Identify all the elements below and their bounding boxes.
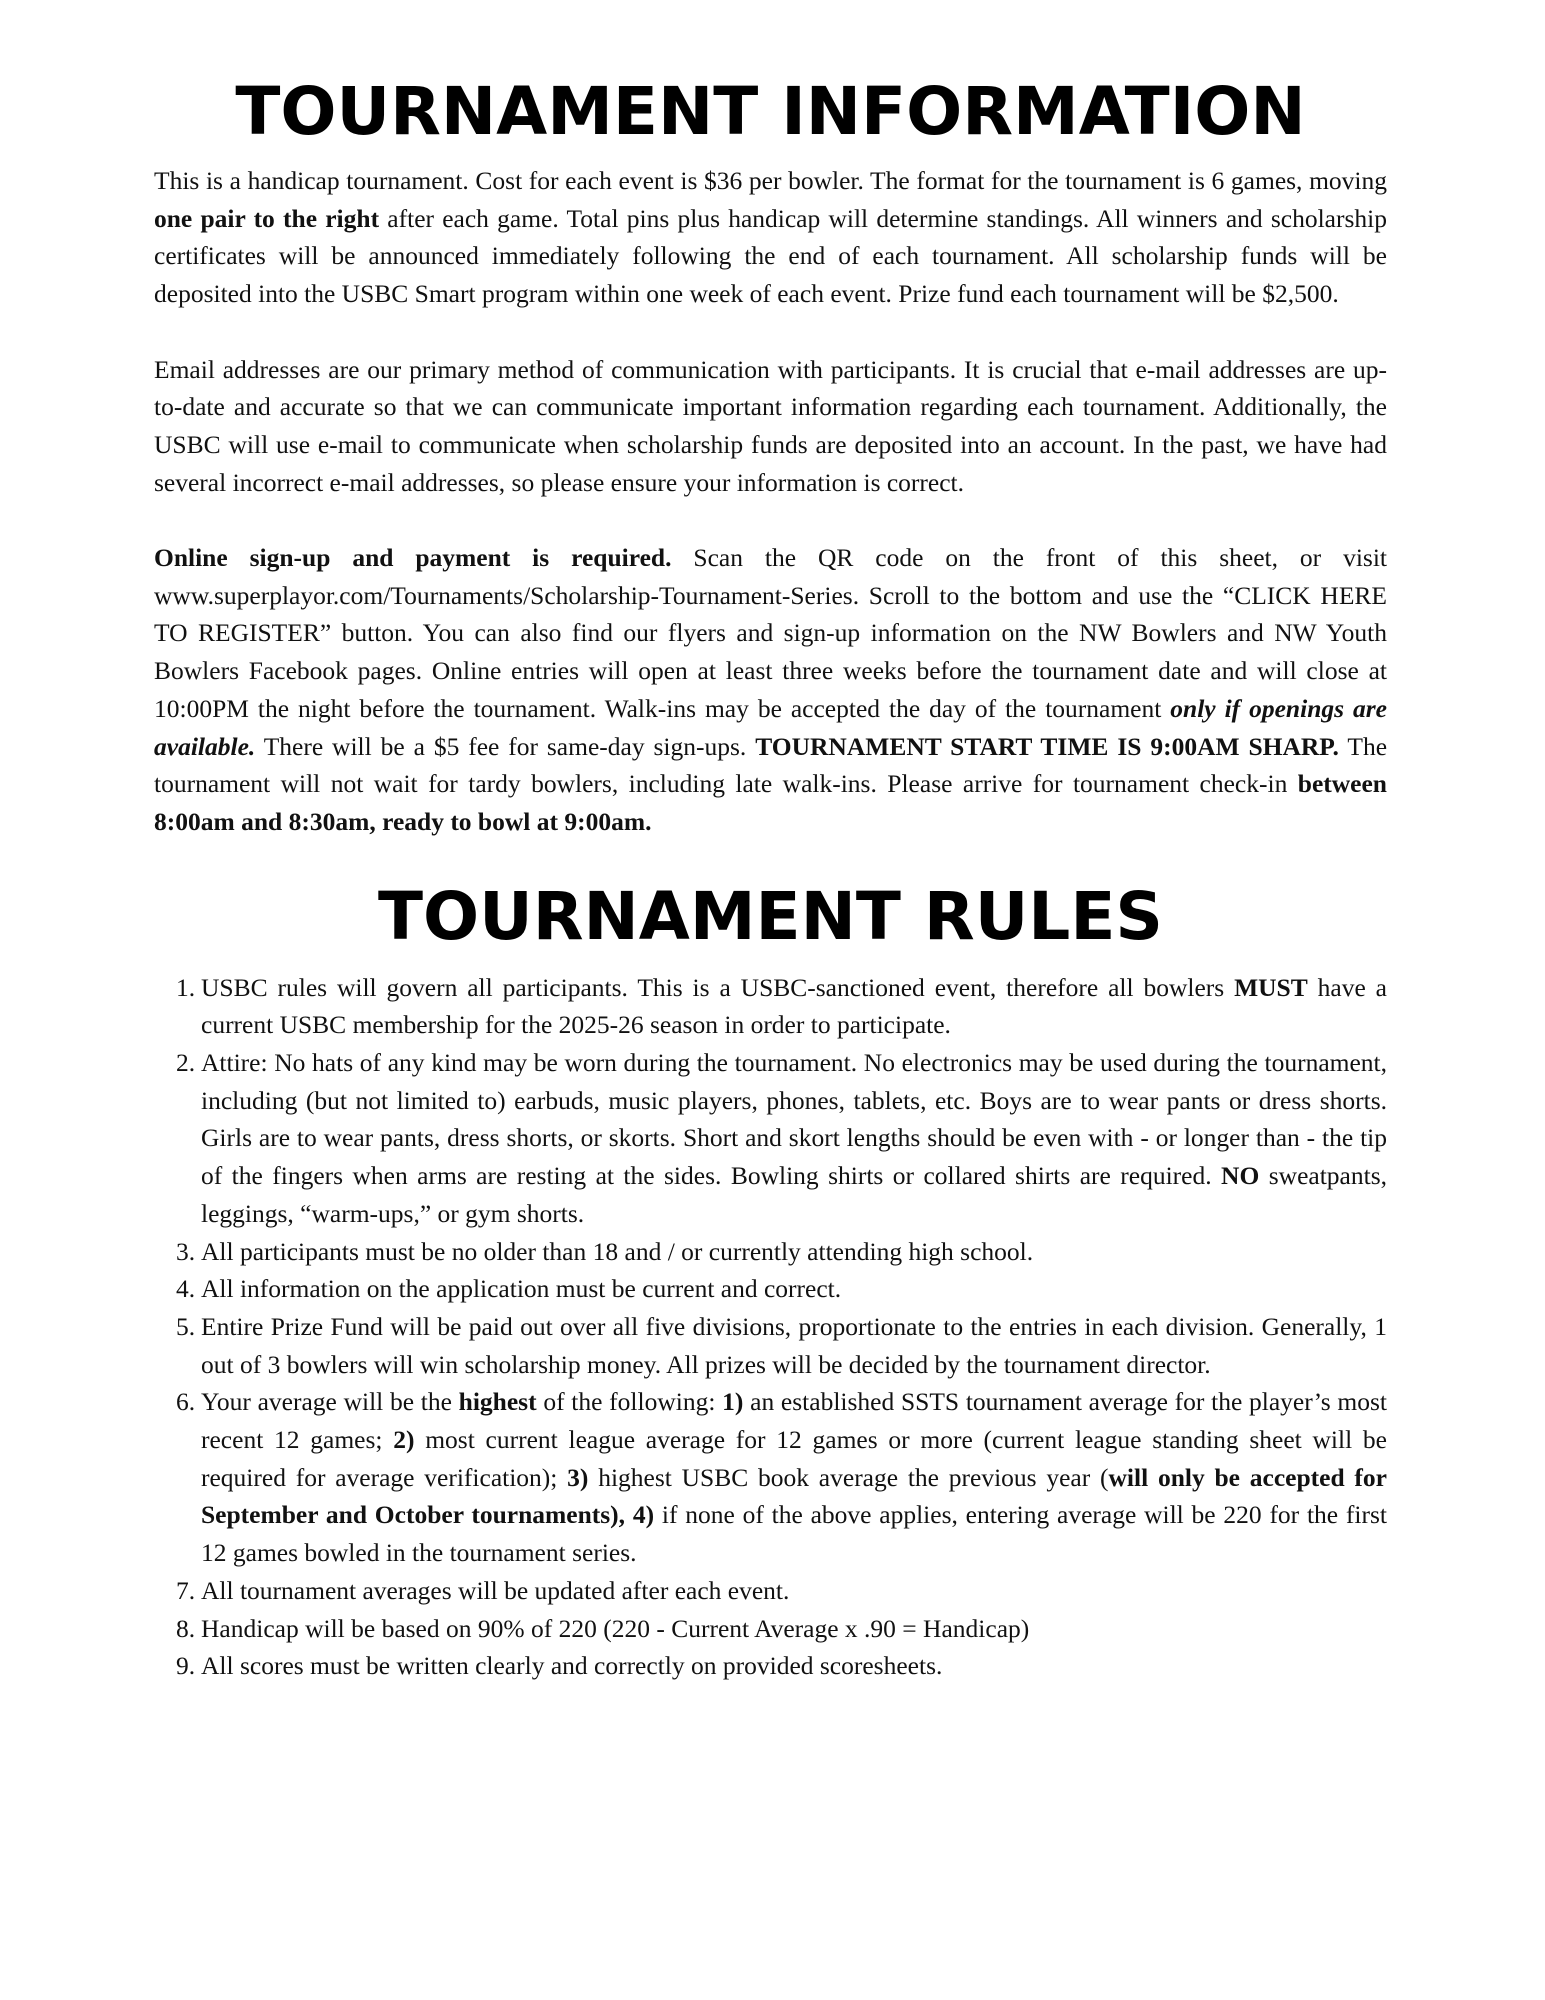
rule-number: 6. bbox=[176, 1387, 196, 1417]
rule-number: 9. bbox=[176, 1651, 196, 1681]
rule-item: 8. Handicap will be based on 90% of 220 (220 - Current Average x .90 = Handicap) bbox=[154, 1610, 1387, 1648]
signup-paragraph: Online sign-up and payment is required. Scan the QR code on the front of this sheet, or visit www.superplayor.com/Tournaments/Scholarship-Tournament-Series. Scroll to the bottom and use the “CLICK HERE TO REGISTER” button. You can also find our flyers and sign-up information on the NW Bowlers and NW Youth Bowlers Facebook pages. Online entries will open at least three weeks before the tournament date and will close at 10:00PM the night before the tournament. Walk-ins may be accepted the day of the tournament only if openings are available. There will be a $5 fee for same-day sign-ups. TOURNAMENT START TIME IS 9:00AM SHARP. The tournament will not wait for tardy bowlers, including late walk-ins. Please arrive for tournament check-in between 8:00am and 8:30am, ready to bowl at 9:00am. bbox=[154, 543, 1388, 836]
rule-item: 3. All participants must be no older than 18 and / or currently attending high school. bbox=[154, 1233, 1387, 1271]
rule-number: 7. bbox=[176, 1575, 196, 1605]
rule-item: 7. All tournament averages will be updated after each event. bbox=[154, 1572, 1387, 1610]
rules-list bbox=[154, 969, 1387, 1685]
rule-number: 3. bbox=[176, 1236, 196, 1266]
document-page bbox=[154, 0, 1387, 1685]
format-paragraph: This is a handicap tournament. Cost for each event is $36 per bowler. The format for the tournament is 6 games, moving one pair to the right after each game. Total pins plus handicap will determine standings. All winners and scholarship certificates will be announced immediately following the end of each tournament. All scholarship funds will be deposited into the USBC Smart program within one week of each event. Prize fund each tournament will be $2,500. bbox=[154, 166, 1388, 309]
tournament-information-heading: TOURNAMENT INFORMATION bbox=[235, 73, 1306, 150]
rule-number: 1. bbox=[176, 972, 196, 1002]
rule-item: 2. Attire: No hats of any kind may be worn during the tournament. No electronics may be used during the tournament, including (but not limited to) earbuds, music players, phones, tablets, etc. Boys are to wear pants or dress shorts. Girls are to wear pants, dress shorts, or skorts. Short and skort lengths should be even with - or longer than - the tip of the fingers when arms are resting at the sides. Bowling shirts or collared shirts are required. NO sweatpants, leggings, “warm-ups,” or gym shorts. bbox=[154, 1044, 1387, 1233]
email-paragraph: Email addresses are our primary method of communication with participants. It is crucial that e-mail addresses are up-to-date and accurate so that we can communicate important information regarding each tournament. Additionally, the USBC will use e-mail to communicate when scholarship funds are deposited into an account. In the past, we have had several incorrect e-mail addresses, so please ensure your information is correct. bbox=[154, 354, 1387, 497]
rule-number: 8. bbox=[176, 1613, 196, 1643]
rule-number: 5. bbox=[176, 1311, 196, 1341]
rule-item: 6. Your average will be the highest of the following: 1) an established SSTS tournament average for the player’s most recent 12 games; 2) most current league average for 12 games or more (current league standing sheet will be required for average verification); 3) highest USBC book average the previous year (will only be accepted for September and October tournaments), 4) if none of the above applies, entering average will be 220 for the first 12 games bowled in the tournament series. bbox=[154, 1383, 1387, 1572]
rule-number: 4. bbox=[176, 1274, 196, 1304]
tournament-rules-heading: TOURNAMENT RULES bbox=[378, 877, 1163, 955]
rule-number: 2. bbox=[176, 1048, 196, 1078]
rule-item: 5. Entire Prize Fund will be paid out over all five divisions, proportionate to the entries in each division. Generally, 1 out of 3 bowlers will win scholarship money. All prizes will be decided by the tournament director. bbox=[154, 1308, 1387, 1383]
rule-item: 1. USBC rules will govern all participants. This is a USBC-sanctioned event, therefore all bowlers MUST have a current USBC membership for the 2025-26 season in order to participate. bbox=[154, 969, 1387, 1044]
rule-item: 4. All information on the application must be current and correct. bbox=[154, 1270, 1387, 1308]
rule-item: 9. All scores must be written clearly and correctly on provided scoresheets. bbox=[154, 1647, 1387, 1685]
